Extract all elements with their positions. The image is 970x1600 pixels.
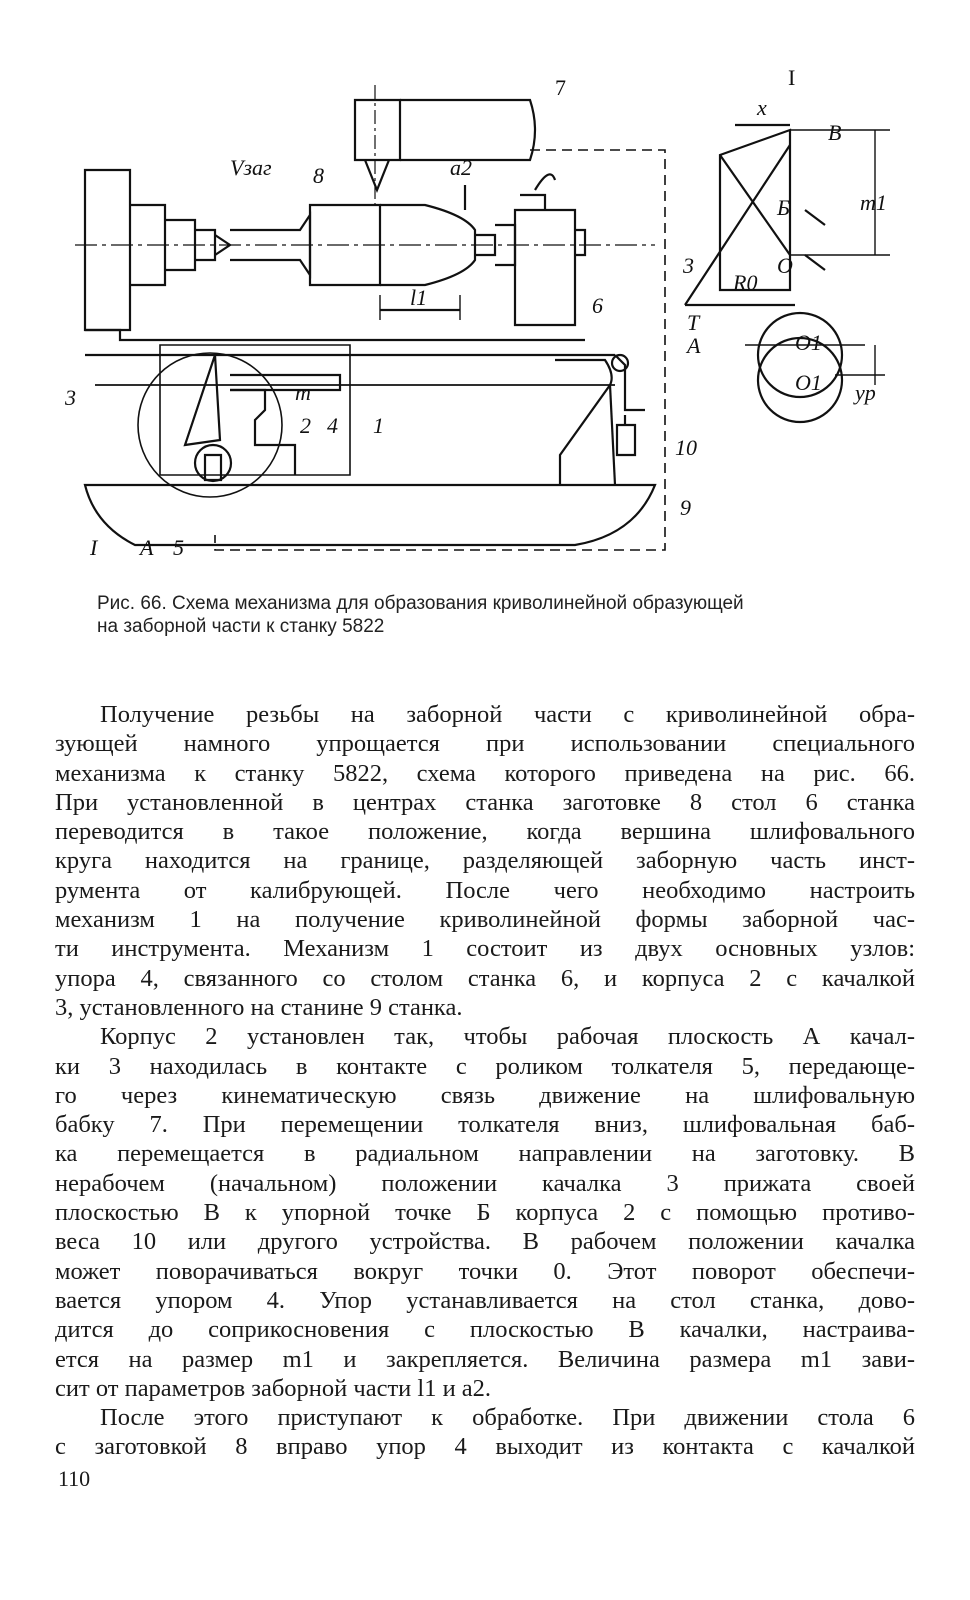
detail-T: T bbox=[687, 310, 700, 335]
text-line: румента от калибрующей. После чего необходимо настроить bbox=[55, 876, 915, 904]
text-line: ки 3 находилась в контакте с роликом толкателя 5, передающе- bbox=[55, 1052, 915, 1080]
text-line: При установленной в центрах станка заготовке 8 стол 6 станка bbox=[55, 788, 915, 816]
text-line: бабку 7. При перемещении толкателя вниз, шлифовальная баб- bbox=[55, 1111, 915, 1139]
label-m: m bbox=[295, 380, 311, 405]
label-1: 1 bbox=[373, 413, 384, 438]
label-6: 6 bbox=[592, 293, 603, 318]
caption-line: Рис. 66. Схема механизма для образования криволинейной образующей bbox=[97, 593, 744, 614]
detail-O1a: O1 bbox=[795, 330, 822, 355]
rocker-3 bbox=[185, 355, 220, 445]
figure-66 bbox=[55, 55, 935, 575]
label-7: 7 bbox=[555, 75, 566, 100]
label-10: 10 bbox=[675, 435, 697, 460]
text-line: Получение резьбы на заборной части с криволинейной обра- bbox=[100, 701, 915, 728]
label-9: 9 bbox=[680, 495, 691, 520]
paragraph bbox=[55, 1403, 915, 1462]
text-line: веса 10 или другого устройства. В рабочем положении качалка bbox=[55, 1228, 915, 1256]
detail-yp: yp bbox=[855, 380, 876, 405]
text-line: дится до соприкосновения с плоскостью В качалки, настраива- bbox=[55, 1316, 915, 1344]
grinding-head-7 bbox=[400, 100, 535, 160]
label-3: 3 bbox=[65, 385, 76, 410]
paragraph bbox=[55, 1022, 915, 1403]
headstock bbox=[85, 170, 130, 330]
text-line: плоскостью В к упорной точке Б корпуса 2 с помощью противо- bbox=[55, 1199, 915, 1227]
text-line: нерабочем (начальном) положении качалка 3 прижата своей bbox=[55, 1169, 915, 1197]
text-line: с заготовкой 8 вправо упор 4 выходит из контакта с качалкой bbox=[55, 1433, 915, 1461]
detail-Be: Б bbox=[777, 195, 790, 220]
detail-A: A bbox=[687, 333, 701, 358]
text-line: го через кинематическую связь движение на шлифовальную bbox=[55, 1081, 915, 1109]
label-a2: a2 bbox=[450, 155, 472, 180]
detail-O: O bbox=[777, 253, 793, 278]
label-A: A bbox=[140, 535, 154, 560]
text-line: ти инструмента. Механизм 1 состоит из двух основных узлов: bbox=[55, 935, 915, 963]
body-text bbox=[55, 700, 915, 1462]
detail-x: x bbox=[757, 95, 767, 120]
text-line: механизм 1 на получение криволинейной формы заборной час- bbox=[55, 906, 915, 934]
label-5: 5 bbox=[173, 535, 184, 560]
text-line: 3, установленного на станине 9 станка. bbox=[55, 993, 463, 1021]
page-number: 110 bbox=[58, 1466, 91, 1491]
text-line: зующей намного упрощается при использовании специального bbox=[55, 730, 915, 758]
text-line: упора 4, связанного со столом станка 6, и корпуса 2 с качалкой bbox=[55, 964, 915, 992]
tailstock bbox=[515, 210, 575, 325]
detail-3: 3 bbox=[683, 253, 694, 278]
label-I: I bbox=[90, 535, 98, 560]
label-8: 8 bbox=[313, 163, 324, 188]
detail-B: B bbox=[828, 120, 842, 145]
figure-caption bbox=[97, 592, 897, 638]
detail-R0: R0 bbox=[733, 270, 758, 295]
text-line: ется на размер m1 и закрепляется. Величина размера m1 зави- bbox=[55, 1345, 915, 1373]
label-2: 2 bbox=[300, 413, 311, 438]
bed-9 bbox=[85, 485, 655, 545]
text-line: Корпус 2 установлен так, чтобы рабочая плоскость А качал- bbox=[100, 1023, 915, 1051]
text-line: сит от параметров заборной части l1 и a2. bbox=[55, 1374, 492, 1402]
label-l1: l1 bbox=[410, 285, 428, 310]
text-line: вается упором 4. Упор устанавливается на стол станка, дово- bbox=[55, 1286, 915, 1314]
paragraph bbox=[55, 700, 915, 1022]
detail-O1b: O1 bbox=[795, 370, 822, 395]
mechanism-diagram bbox=[55, 55, 935, 575]
text-line: круга находится на границе, разделяющей заборную часть инст- bbox=[55, 847, 915, 875]
label-vzag: Vзаг bbox=[230, 155, 272, 180]
detail-m1: m1 bbox=[860, 190, 887, 215]
text-line: После этого приступают к обработке. При движении стола 6 bbox=[100, 1404, 915, 1432]
grinding-wheel bbox=[355, 100, 400, 160]
counterweight-10 bbox=[617, 425, 635, 455]
text-line: переводится в такое положение, когда вершина шлифовального bbox=[55, 818, 915, 846]
label-4: 4 bbox=[327, 413, 338, 438]
caption-line: на заборной части к станку 5822 bbox=[97, 616, 385, 637]
text-line: может поворачиваться вокруг точки 0. Этот поворот обеспечи- bbox=[55, 1257, 915, 1285]
text-line: ка перемещается в радиальном направлении на заготовку. В bbox=[55, 1140, 915, 1168]
text-line: механизма к станку 5822, схема которого приведена на рис. 66. bbox=[55, 759, 915, 787]
detail-title: I bbox=[788, 65, 796, 90]
